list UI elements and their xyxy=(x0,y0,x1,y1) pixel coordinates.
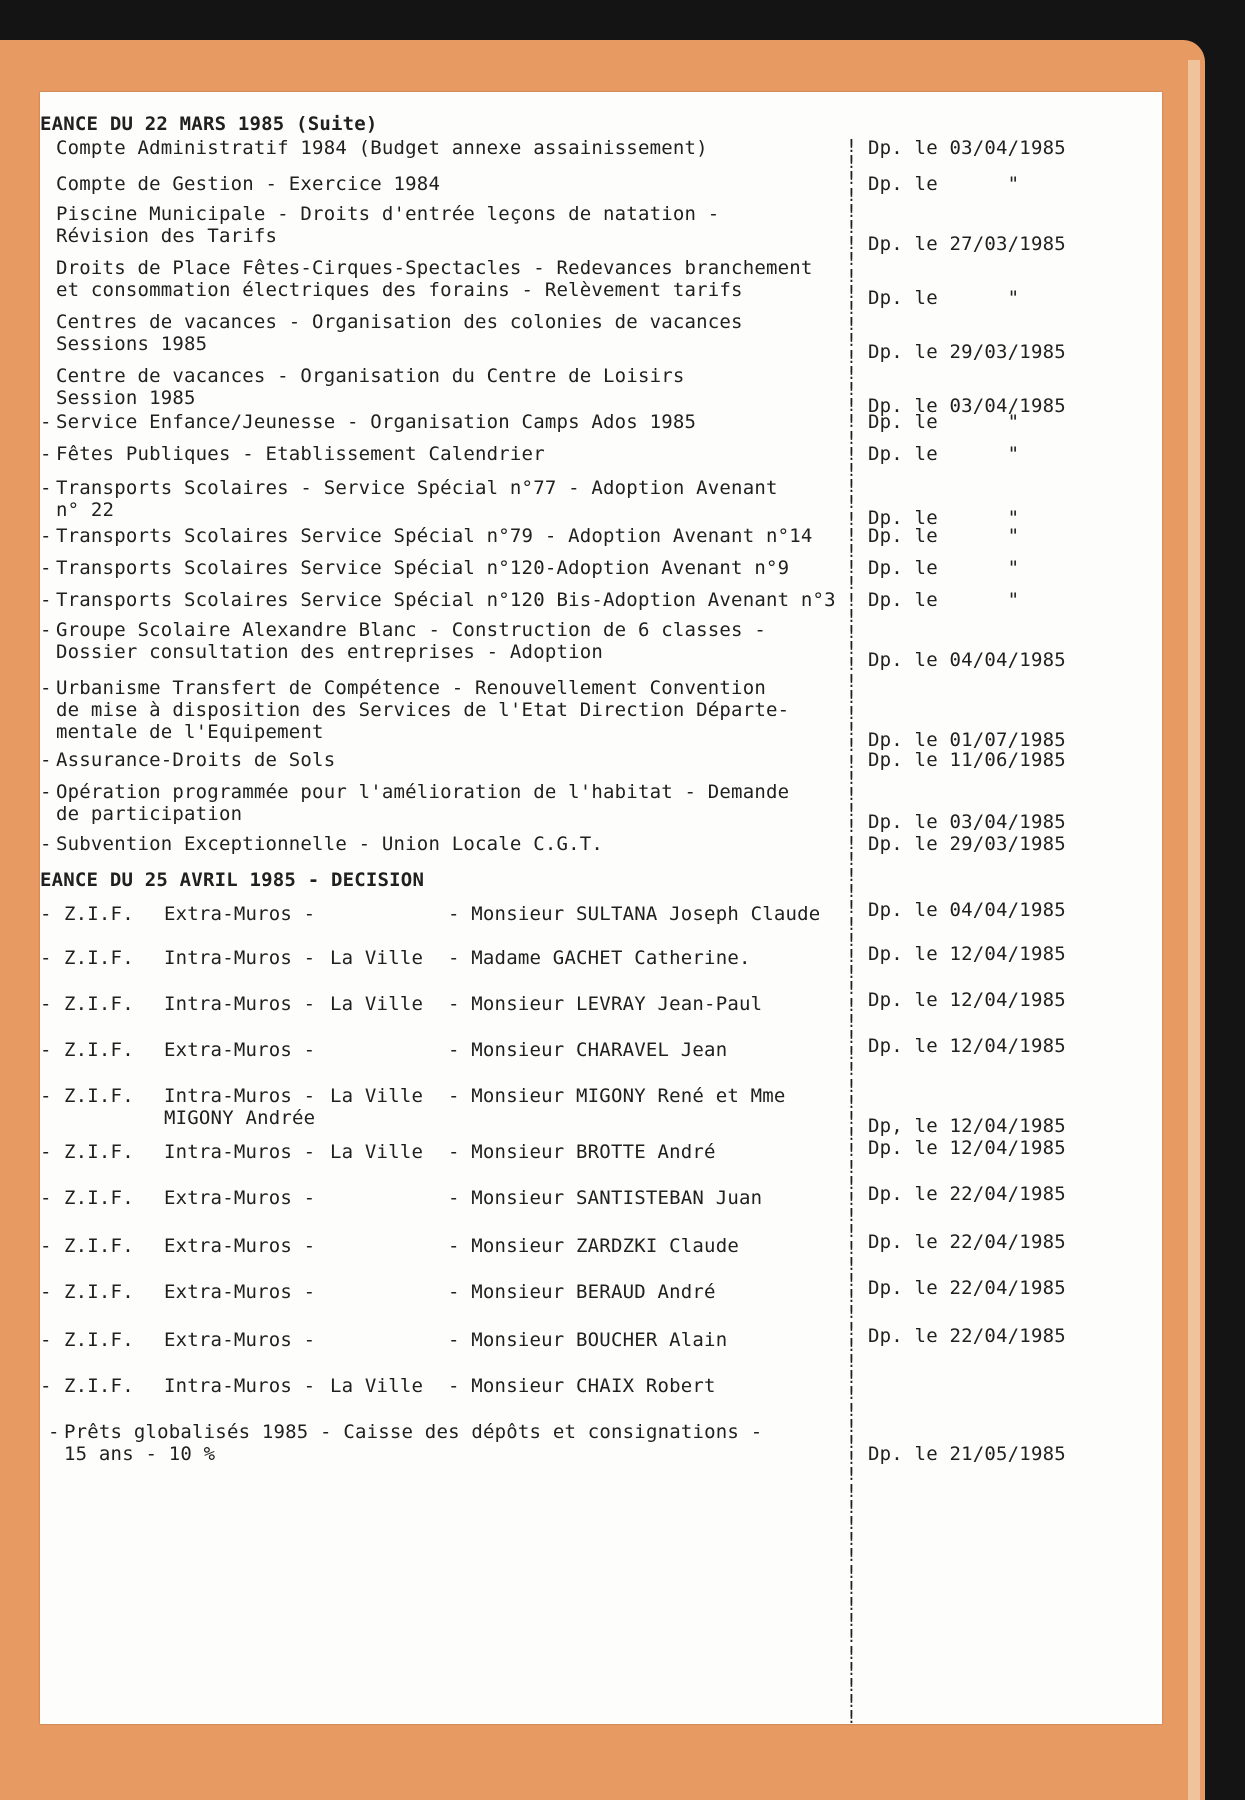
decision-status: Dp. le 12/04/1985 xyxy=(868,943,1066,965)
column-separator: ! xyxy=(846,719,857,741)
column-separator: ! xyxy=(846,1561,857,1583)
decision-status: Dp. le 03/04/1985 xyxy=(868,137,1066,159)
column-separator: ! xyxy=(846,1480,857,1502)
column-separator: ! xyxy=(846,962,857,984)
decision-status: Dp. le " xyxy=(868,173,1020,195)
column-separator: ! xyxy=(846,929,857,951)
column-separator: ! xyxy=(846,897,857,919)
agenda-item-line1: - Fêtes Publiques - Etablissement Calendrier xyxy=(56,442,545,466)
decision-field-a: Z.I.F. xyxy=(64,1085,134,1107)
column-separator: ! xyxy=(846,767,857,789)
column-separator: ! xyxy=(846,865,857,886)
decision-status: Dp. le 12/04/1985 xyxy=(868,1137,1066,1159)
column-separator: ! xyxy=(846,476,857,498)
column-separator: ! xyxy=(846,1043,857,1065)
column-separator: ! xyxy=(846,881,857,903)
column-separator: ! xyxy=(846,1286,857,1308)
list-dash: - xyxy=(40,947,52,969)
column-separator: ! xyxy=(846,784,857,805)
agenda-item-line2: Révision des Tarifs xyxy=(56,225,278,247)
column-separator: ! xyxy=(846,557,857,579)
column-separator: ! xyxy=(846,217,857,238)
decision-field-d: - Monsieur CHAIX Robert xyxy=(448,1375,716,1397)
agenda-item-line1: - Urbanisme Transfert de Compétence - Renouvellement Convention xyxy=(56,676,766,700)
decision-field-d: - Monsieur CHARAVEL Jean xyxy=(448,1039,728,1061)
column-separator: ! xyxy=(846,1626,857,1648)
decision-status: Dp. le " xyxy=(868,411,1020,433)
agenda-item-line1: Compte Administratif 1984 (Budget annexe assainissement) xyxy=(56,137,708,159)
column-separator: ! xyxy=(846,1221,857,1243)
decision-status: Dp. le " xyxy=(868,507,1020,529)
column-separator: ! xyxy=(846,395,857,417)
column-separator: ! xyxy=(846,168,857,190)
decision-status: Dp. le 29/03/1985 xyxy=(868,341,1066,363)
column-separator: ! xyxy=(846,1027,857,1048)
decision-status: Dp. le 03/04/1985 xyxy=(868,811,1066,833)
agenda-item-line1: - Transports Scolaires Service Spécial n°79 - Adoption Avenant n°14 xyxy=(56,524,813,548)
document-page xyxy=(40,92,1162,1729)
agenda-item-line1: Centre de vacances - Organisation du Centre de Loisirs xyxy=(56,365,685,387)
column-separator: ! xyxy=(846,1529,857,1551)
decision-field-c: La Ville xyxy=(330,1375,424,1397)
column-separator: ! xyxy=(846,524,857,546)
list-dash: - xyxy=(40,1375,52,1397)
column-separator: ! xyxy=(846,686,857,708)
column-separator: ! xyxy=(846,978,857,1000)
column-separator: ! xyxy=(846,751,857,773)
agenda-item-line2: et consommation électriques des forains - Relèvement tarifs xyxy=(56,279,743,301)
decision-status: Dp. le 11/06/1985 xyxy=(868,749,1066,771)
folder-edge xyxy=(1188,60,1200,1800)
decision-field-b: Extra-Muros - xyxy=(164,1329,316,1351)
agenda-item-line3: mentale de l'Equipement xyxy=(56,721,324,743)
column-separator: ! xyxy=(846,314,857,336)
column-separator: ! xyxy=(846,330,857,352)
column-separator: ! xyxy=(846,800,857,822)
column-separator: ! xyxy=(846,1010,857,1032)
decision-field-c: La Ville xyxy=(330,1141,424,1163)
decision-field-d: - Monsieur LEVRAY Jean-Paul xyxy=(448,993,763,1015)
column-separator: ! xyxy=(846,1545,857,1567)
decision-status: Dp. le 29/03/1985 xyxy=(868,833,1066,855)
decision-field-b: Extra-Muros - xyxy=(164,1235,316,1257)
column-separator: ! xyxy=(846,1464,857,1486)
list-dash: - xyxy=(40,1085,52,1107)
column-separator: ! xyxy=(846,589,857,611)
decision-status: Dp. le 01/07/1985 xyxy=(868,729,1066,751)
decision-field-a: Z.I.F. xyxy=(64,1235,134,1257)
column-separator: ! xyxy=(846,1707,857,1729)
decision-field-a: Z.I.F. xyxy=(64,903,134,925)
decision-status: Dp. le 12/04/1985 xyxy=(868,1035,1066,1057)
column-separator: ! xyxy=(846,136,857,157)
column-separator: ! xyxy=(846,1059,857,1081)
agenda-item-line2: de mise à disposition des Services de l'Etat Direction Départe- xyxy=(56,699,790,721)
column-separator: ! xyxy=(846,1496,857,1518)
decision-status: Dp, le 12/04/1985 xyxy=(868,1115,1066,1137)
column-separator: ! xyxy=(846,1448,857,1470)
decision-field-b: Extra-Muros - xyxy=(164,903,316,925)
column-separator: ! xyxy=(846,816,857,838)
agenda-item-line1: - Prêts globalisés 1985 - Caisse des dépôts et consignations - xyxy=(64,1420,762,1444)
column-separator: ! xyxy=(846,249,857,271)
decision-field-d: - Monsieur BROTTE André xyxy=(448,1141,716,1163)
decision-field-d: - Monsieur BERAUD André xyxy=(448,1281,716,1303)
column-separator: ! xyxy=(846,152,857,174)
decision-field-a: Z.I.F. xyxy=(64,1039,134,1061)
decision-field-a: Z.I.F. xyxy=(64,1281,134,1303)
decision-field-a: Z.I.F. xyxy=(64,947,134,969)
column-separator: ! xyxy=(846,443,857,465)
column-separator: ! xyxy=(846,654,857,676)
column-separator: ! xyxy=(846,265,857,287)
decision-field-b: Intra-Muros - xyxy=(164,1375,316,1397)
column-separator: ! xyxy=(846,1156,857,1178)
agenda-item-line2: n° 22 xyxy=(56,499,115,521)
column-separator: ! xyxy=(846,832,857,854)
column-separator: ! xyxy=(846,1351,857,1372)
decision-status: Dp. le " xyxy=(868,443,1020,465)
column-separator: ! xyxy=(846,1108,857,1129)
decision-field-a: Z.I.F. xyxy=(64,993,134,1015)
agenda-item-line1: - Subvention Exceptionnelle - Union Locale C.G.T. xyxy=(56,832,603,856)
session-heading: EANCE DU 25 AVRIL 1985 - DECISION xyxy=(40,869,425,891)
list-dash: - xyxy=(40,1187,52,1209)
column-separator: ! xyxy=(846,1383,857,1405)
column-separator: ! xyxy=(846,541,857,562)
decision-status: Dp. le 03/04/1985 xyxy=(868,395,1066,417)
column-separator: ! xyxy=(846,411,857,433)
decision-status: Dp. le 27/03/1985 xyxy=(868,233,1066,255)
column-separator: ! xyxy=(846,1334,857,1356)
decision-field-d: - Monsieur MIGONY René et Mme xyxy=(448,1085,786,1107)
list-dash: - xyxy=(40,1141,52,1163)
decision-status: Dp. le " xyxy=(868,557,1020,579)
column-separator: ! xyxy=(846,1432,857,1453)
agenda-item-line1: Droits de Place Fêtes-Cirques-Spectacles - Redevances branchement xyxy=(56,257,813,279)
column-separator: ! xyxy=(846,508,857,530)
agenda-item-line1: Centres de vacances - Organisation des colonies de vacances xyxy=(56,311,743,333)
column-separator: ! xyxy=(846,362,857,384)
column-separator: ! xyxy=(846,1091,857,1113)
column-separator: ! xyxy=(846,281,857,303)
column-separator: ! xyxy=(846,1610,857,1632)
column-separator: ! xyxy=(846,1302,857,1324)
decision-status: Dp. le 22/04/1985 xyxy=(868,1231,1066,1253)
column-separator: ! xyxy=(846,1675,857,1696)
column-separator: ! xyxy=(846,1577,857,1599)
column-separator: ! xyxy=(846,1270,857,1291)
column-separator: ! xyxy=(846,946,857,967)
column-separator: ! xyxy=(846,1594,857,1615)
column-separator: ! xyxy=(846,1205,857,1227)
agenda-item-line1: - Transports Scolaires Service Spécial n°120 Bis-Adoption Avenant n°3 xyxy=(56,588,836,612)
column-separator: ! xyxy=(846,1189,857,1210)
decision-field-d: - Monsieur ZARDZKI Claude xyxy=(448,1235,739,1257)
list-dash: - xyxy=(40,993,52,1015)
column-separator: ! xyxy=(846,622,857,643)
decision-field-d2: MIGONY Andrée xyxy=(164,1107,316,1129)
column-separator: ! xyxy=(846,735,857,757)
decision-field-b: Intra-Muros - xyxy=(164,947,316,969)
column-separator: ! xyxy=(846,184,857,206)
agenda-item-line2: 15 ans - 10 % xyxy=(64,1443,216,1465)
column-separator: ! xyxy=(846,1318,857,1340)
agenda-item-line1: - Service Enfance/Jeunesse - Organisation Camps Ados 1985 xyxy=(56,410,696,434)
column-separator: ! xyxy=(846,200,857,222)
column-separator: ! xyxy=(846,1367,857,1389)
decision-status: Dp. le 22/04/1985 xyxy=(868,1183,1066,1205)
decision-field-d: - Monsieur SANTISTEBAN Juan xyxy=(448,1187,763,1209)
decision-field-c: La Ville xyxy=(330,993,424,1015)
agenda-item-line1: - Opération programmée pour l'amélioration de l'habitat - Demande xyxy=(56,780,789,804)
agenda-item-line1: - Transports Scolaires - Service Spécial n°77 - Adoption Avenant xyxy=(56,476,778,500)
decision-field-b: Extra-Muros - xyxy=(164,1281,316,1303)
decision-field-d: - Monsieur SULTANA Joseph Claude xyxy=(448,903,821,925)
agenda-item-line1: - Transports Scolaires Service Spécial n°120-Adoption Avenant n°9 xyxy=(56,556,789,580)
column-separator: ! xyxy=(846,1253,857,1275)
decision-status: Dp. le " xyxy=(868,287,1020,309)
decision-field-b: Intra-Muros - xyxy=(164,1141,316,1163)
agenda-item-line1: Piscine Municipale - Droits d'entrée leçons de natation - xyxy=(56,203,720,225)
column-separator: ! xyxy=(846,233,857,255)
list-dash: - xyxy=(40,1039,52,1061)
column-separator: ! xyxy=(846,1075,857,1097)
decision-field-a: Z.I.F. xyxy=(64,1375,134,1397)
decision-field-c: La Ville xyxy=(330,1085,424,1107)
decision-field-a: Z.I.F. xyxy=(64,1329,134,1351)
column-separator: ! xyxy=(846,848,857,870)
decision-field-a: Z.I.F. xyxy=(64,1141,134,1163)
column-separator: ! xyxy=(846,1124,857,1146)
decision-status: Dp. le 12/04/1985 xyxy=(868,989,1066,1011)
column-separator: ! xyxy=(846,1140,857,1162)
decision-status: Dp. le " xyxy=(868,589,1020,611)
agenda-item-line1: - Groupe Scolaire Alexandre Blanc - Construction de 6 classes - xyxy=(56,618,766,642)
list-dash: - xyxy=(40,1281,52,1303)
decision-status: Dp. le " xyxy=(868,525,1020,547)
agenda-item-line2: Session 1985 xyxy=(56,387,196,409)
column-separator: ! xyxy=(846,379,857,400)
agenda-item-line2: Sessions 1985 xyxy=(56,333,208,355)
decision-field-b: Intra-Muros - xyxy=(164,1085,316,1107)
decision-field-b: Extra-Muros - xyxy=(164,1187,316,1209)
column-separator: ! xyxy=(846,913,857,935)
decision-status: Dp. le 04/04/1985 xyxy=(868,899,1066,921)
list-dash: - xyxy=(40,1235,52,1257)
column-separator: ! xyxy=(846,703,857,724)
column-separator: ! xyxy=(846,1399,857,1421)
column-separator: ! xyxy=(846,492,857,514)
decision-field-d: - Monsieur BOUCHER Alain xyxy=(448,1329,728,1351)
column-separator: ! xyxy=(846,994,857,1016)
column-separator: ! xyxy=(846,1415,857,1437)
decision-status: Dp. le 21/05/1985 xyxy=(868,1443,1066,1465)
column-separator: ! xyxy=(846,298,857,319)
column-separator: ! xyxy=(846,427,857,449)
column-separator: ! xyxy=(846,573,857,595)
list-dash: - xyxy=(40,1329,52,1351)
column-separator: ! xyxy=(846,1237,857,1259)
column-separator: ! xyxy=(846,346,857,368)
agenda-item-line1: Compte de Gestion - Exercice 1984 xyxy=(56,173,441,195)
column-separator: ! xyxy=(846,1691,857,1713)
column-separator: ! xyxy=(846,1513,857,1534)
decision-status: Dp. le 22/04/1985 xyxy=(868,1325,1066,1347)
column-separator: ! xyxy=(846,1172,857,1194)
session-heading: EANCE DU 22 MARS 1985 (Suite) xyxy=(40,113,378,135)
decision-field-b: Extra-Muros - xyxy=(164,1039,316,1061)
decision-status: Dp. le 22/04/1985 xyxy=(868,1277,1066,1299)
decision-status: Dp. le 04/04/1985 xyxy=(868,649,1066,671)
agenda-item-line2: Dossier consultation des entreprises - Adoption xyxy=(56,641,604,663)
column-separator: ! xyxy=(846,638,857,660)
agenda-item-line1: - Assurance-Droits de Sols xyxy=(56,748,335,772)
agenda-item-line2: de participation xyxy=(56,803,243,825)
column-separator: ! xyxy=(846,605,857,627)
decision-field-c: La Ville xyxy=(330,947,424,969)
decision-field-b: Intra-Muros - xyxy=(164,993,316,1015)
list-dash: - xyxy=(40,903,52,925)
column-separator: ! xyxy=(846,1642,857,1664)
decision-field-a: Z.I.F. xyxy=(64,1187,134,1209)
column-separator: ! xyxy=(846,1658,857,1680)
column-separator: ! xyxy=(846,460,857,481)
decision-field-d: - Madame GACHET Catherine. xyxy=(448,947,751,969)
column-separator: ! xyxy=(846,670,857,692)
